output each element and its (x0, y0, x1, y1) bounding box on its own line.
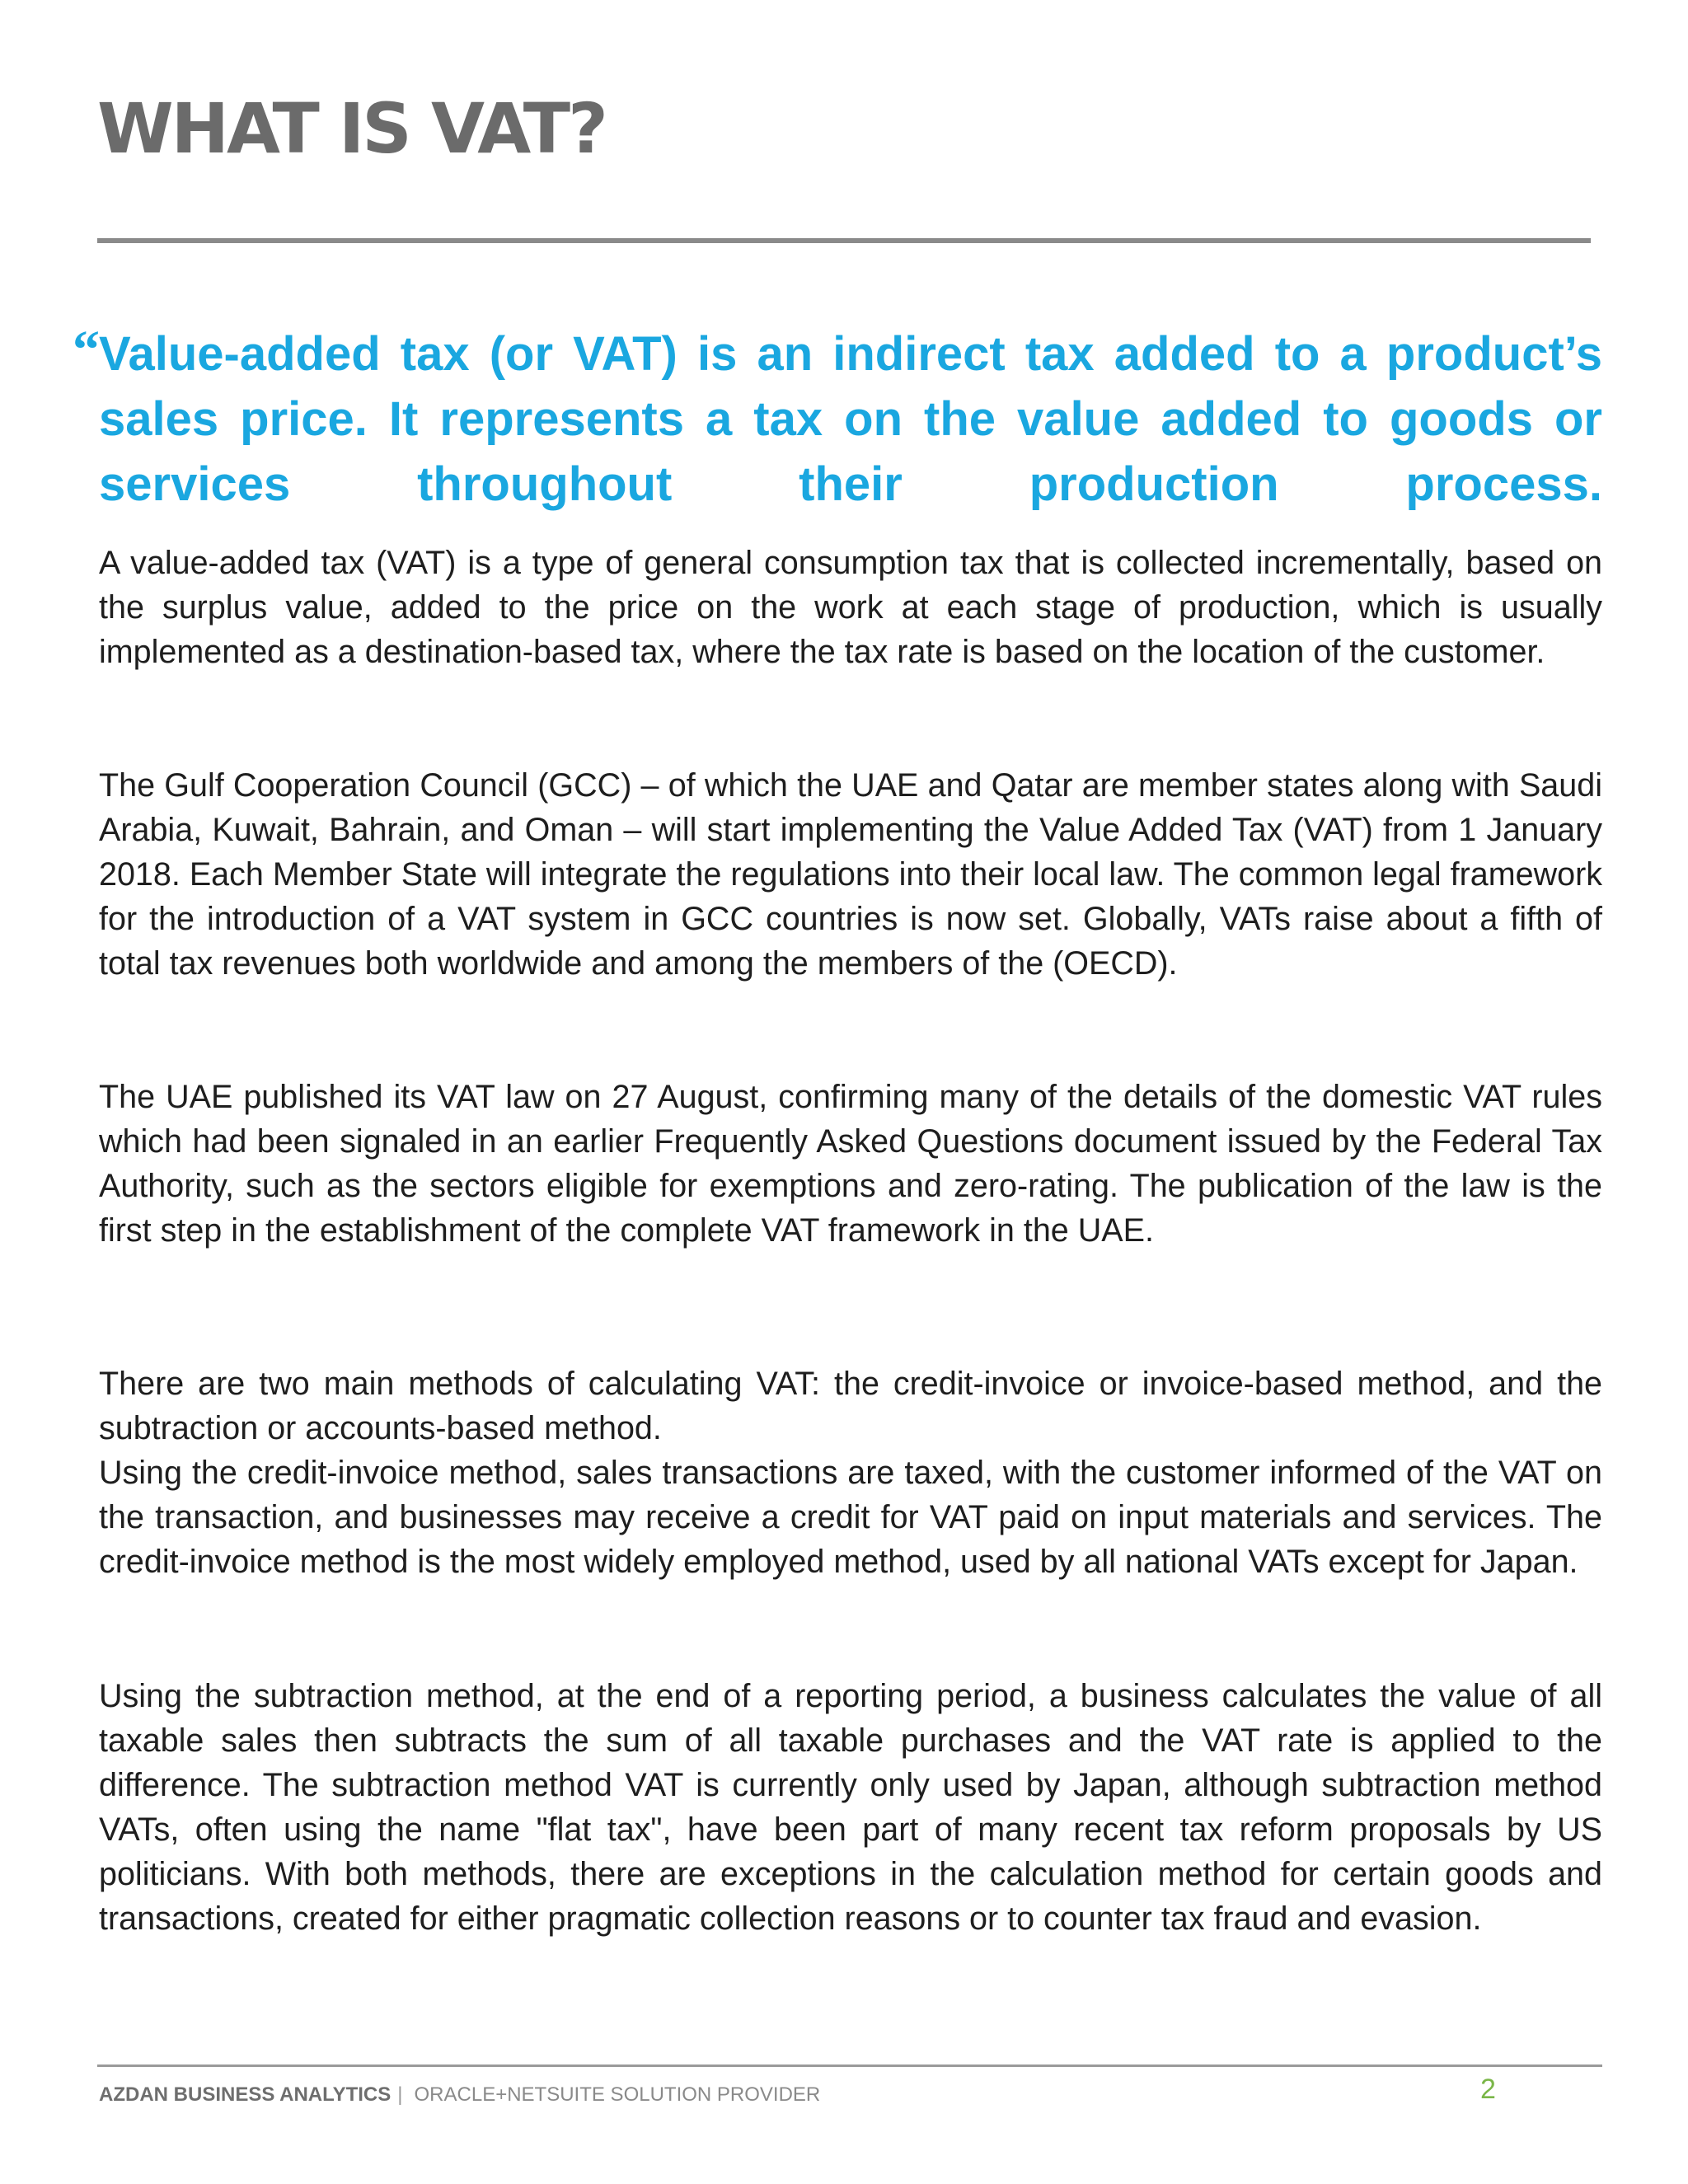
page-title: WHAT IS VAT? (97, 88, 606, 169)
paragraph-calculation-methods (99, 1361, 1602, 1584)
paragraph-vat-definition (99, 541, 1602, 674)
paragraph-continuation: Using the credit-invoice method, sales transactions are taxed, with the customer informed of the VAT on the transaction, and businesses may receive a credit for VAT paid on input materials and services. The credit-invoice method is the most widely employed method, used by all national VATs except for Japan. (99, 1455, 1602, 1580)
paragraph-gcc-implementation (99, 763, 1602, 986)
paragraph-text: A value-added tax (VAT) is a type of general consumption tax that is collected incrementally, based on the surplus value, added to the price on the work at each stage of production, which is usually implemented as a destination-based tax, where the tax rate is based on the location of the customer. (99, 545, 1602, 670)
footer-divider (97, 2064, 1602, 2067)
paragraph-text: The UAE published its VAT law on 27 August, confirming many of the details of the domestic VAT rules which had been signaled in an earlier Frequently Asked Questions document issued by the Federal Tax Authority, such as the sectors eligible for exemptions and zero-rating. The publication of the law is the first step in the establishment of the complete VAT framework in the UAE. (99, 1079, 1602, 1249)
title-divider (97, 238, 1591, 243)
paragraph-text: The Gulf Cooperation Council (GCC) – of which the UAE and Qatar are member states along with Saudi Arabia, Kuwait, Bahrain, and Oman – will start implementing the Value Added Tax (VAT) from 1 January 2018. Each Member State will integrate the regulations into their local law. The common legal framework for the introduction of a VAT system in GCC countries is now set. Globally, VATs raise about a fifth of total tax revenues both worldwide and among the members of the (OECD). (99, 767, 1602, 982)
footer-separator: | (397, 2083, 403, 2106)
paragraph-subtraction-method (99, 1674, 1602, 1941)
paragraph-uae-vat-law (99, 1075, 1602, 1253)
footer-tagline: ORACLE+NETSUITE SOLUTION PROVIDER (414, 2083, 821, 2106)
quote-mark-icon: “ (73, 320, 100, 380)
footer-company: AZDAN BUSINESS ANALYTICS (99, 2083, 392, 2106)
page-number: 2 (1480, 2074, 1496, 2105)
footer (99, 2083, 820, 2107)
paragraph-text: There are two main methods of calculating VAT: the credit-invoice or invoice-based method, and the subtraction or accounts-based method. (99, 1366, 1602, 1446)
paragraph-text: Using the subtraction method, at the end of a reporting period, a business calculates the value of all taxable sales then subtracts the sum of all taxable purchases and the VAT rate is applied to the difference. The subtraction method VAT is currently only used by Japan, although subtraction method VATs, often using the name "flat tax", have been part of many recent tax reform proposals by US politicians. With both methods, there are exceptions in the calculation method for certain goods and transactions, created for either pragmatic collection reasons or to counter tax fraud and evasion. (99, 1678, 1602, 1937)
pull-quote: Value-added tax (or VAT) is an indirect tax added to a product’s sales price. It represents a tax on the value added to goods or services throughout their production process. (99, 327, 1602, 511)
